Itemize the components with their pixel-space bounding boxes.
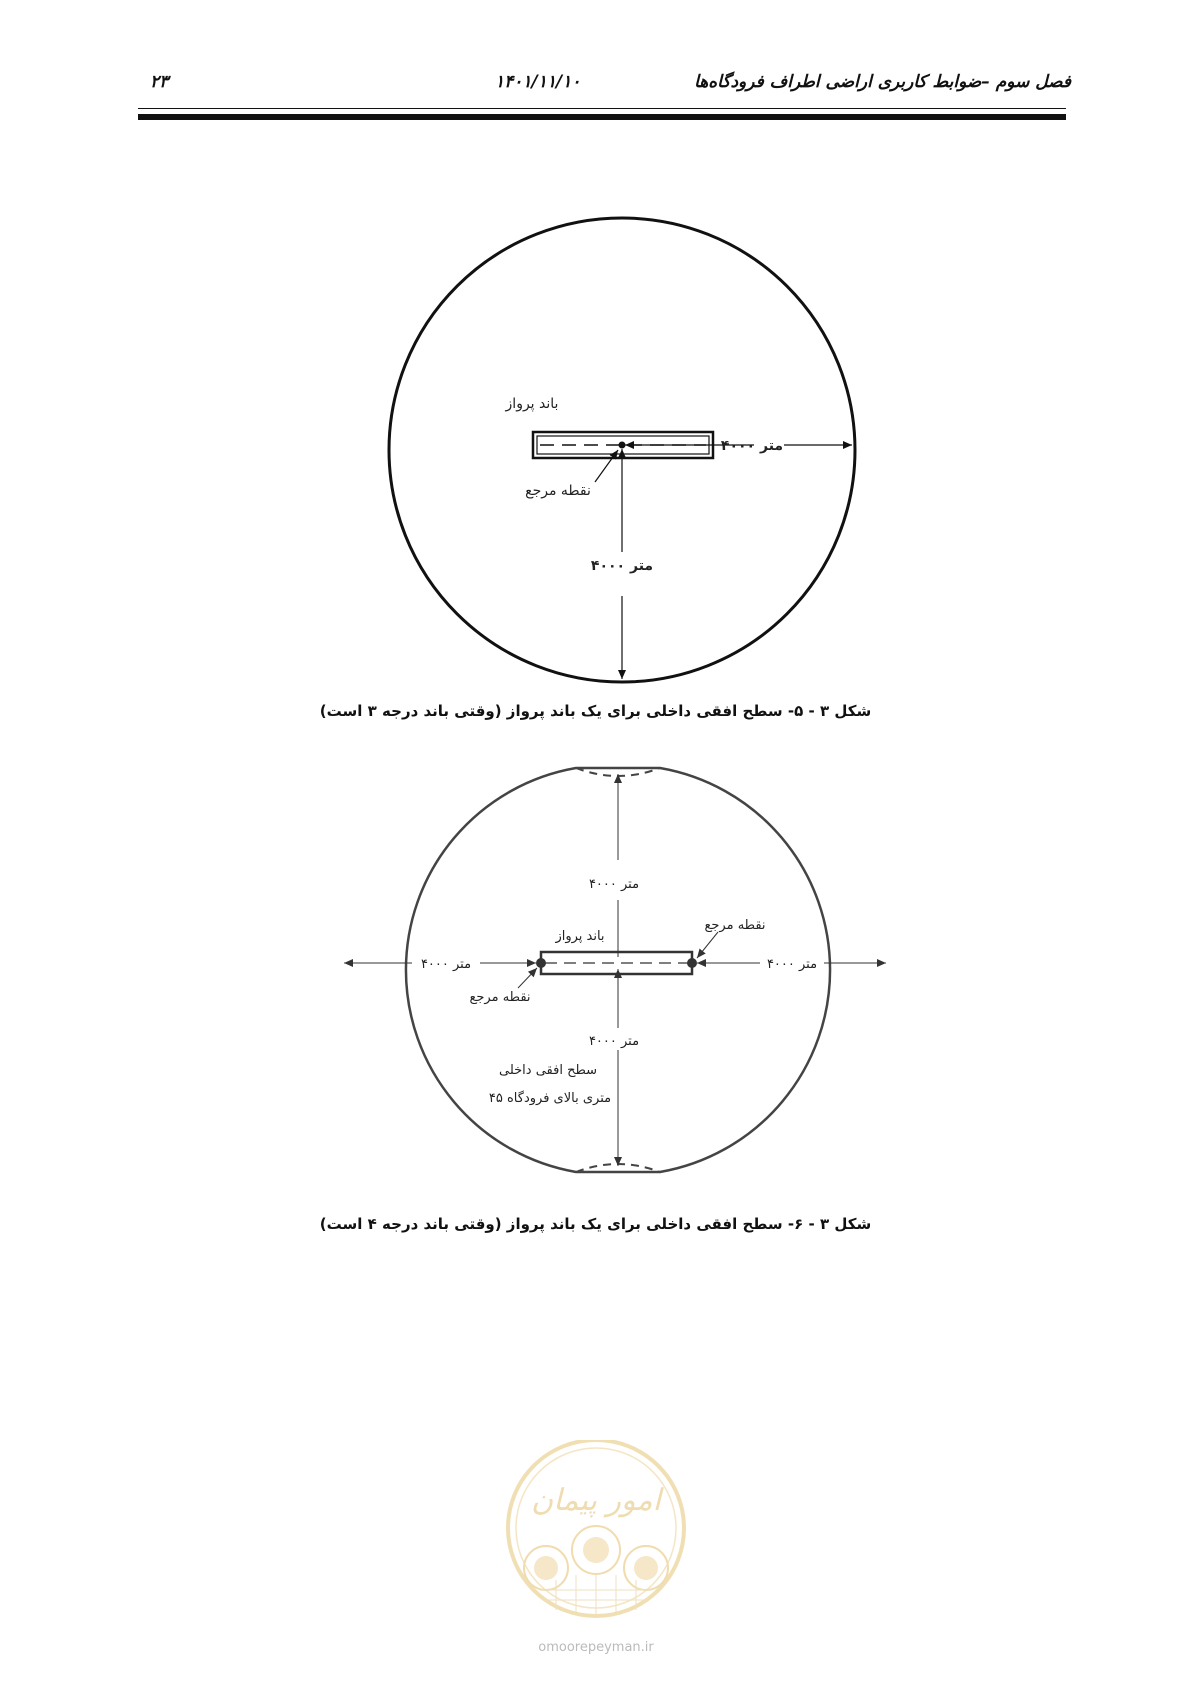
reference-point-dot-right [687, 958, 697, 968]
reference-point-label-right: نقطه مرجع [704, 918, 766, 933]
reference-point-label-left: نقطه مرجع [469, 990, 531, 1005]
reference-point-dot [619, 442, 626, 449]
figure-2-caption: شکل ۳ - ۶- سطح افقی داخلی برای یک باند پرواز (وقتی باند درجه ۴ است) [319, 1215, 872, 1233]
figure-1-caption: شکل ۳ - ۵- سطح افقی داخلی برای یک باند پرواز (وقتی باند درجه ۳ است) [319, 702, 872, 720]
logo-emblem [500, 1440, 692, 1635]
reference-point-pointer [595, 450, 618, 482]
distance-label-right: ۴۰۰۰ متر [766, 957, 818, 972]
surface-label: سطح افقی داخلی [498, 1063, 598, 1078]
reference-point-dot-left [536, 958, 546, 968]
page-number: ۲۳ [150, 72, 169, 92]
distance-label-down: ۴۰۰۰ متر [590, 558, 654, 574]
figure-1 [0, 0, 1191, 720]
distance-label-left: ۴۰۰۰ متر [420, 957, 472, 972]
figure-2-diagram [0, 760, 1191, 1180]
distance-label-down: ۴۰۰۰ متر [588, 1034, 640, 1049]
runway-label: باند پرواز [505, 396, 559, 412]
height-label: ۴۵ متری بالای فرودگاه [488, 1091, 612, 1106]
figure-2 [0, 760, 1191, 1180]
distance-label-up: ۴۰۰۰ متر [588, 877, 640, 892]
watermark-logo [500, 1440, 692, 1660]
header-date: ۱۴۰۱/۱۱/۱۰ [495, 72, 581, 92]
watermark-url: omoorepeyman.ir [538, 1640, 654, 1655]
reference-point-label: نقطه مرجع [525, 483, 591, 499]
logo-text: امور پیمان [531, 1483, 661, 1518]
runway-label: باند پرواز [555, 929, 605, 944]
chapter-title: فصل سوم –ضوابط کاربری اراضی اطراف فرودگاه‌ها [694, 72, 1071, 92]
figure-1-diagram [0, 0, 1191, 720]
distance-label-right: ۴۰۰۰ متر [720, 438, 784, 454]
